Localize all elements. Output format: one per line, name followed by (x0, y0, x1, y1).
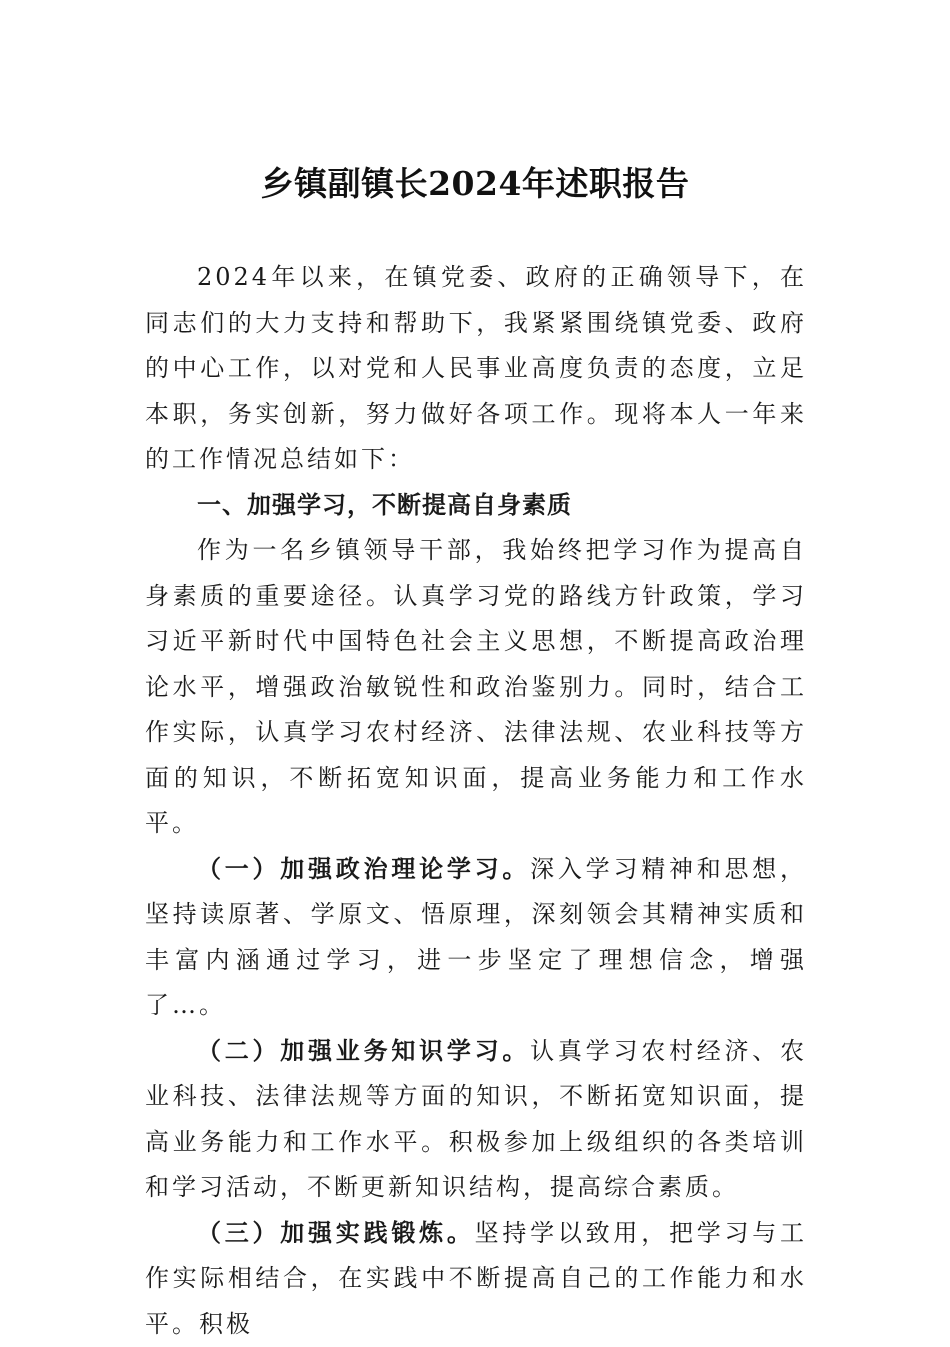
subsection-item-2 (145, 1029, 807, 1211)
subsection-lead: （三）加强实践锻炼。 (197, 1219, 475, 1247)
subsection-text: 坚持学以致用，把学习与工作实际相结合，在实践中不断提高自己的工作能力和水平。积极 (145, 1219, 807, 1338)
subsection-lead: （二）加强业务知识学习。 (197, 1037, 530, 1065)
document-body (145, 255, 807, 1347)
subsection-item-1 (145, 847, 807, 1029)
intro-paragraph: 2024年以来，在镇党委、政府的正确领导下，在同志们的大力支持和帮助下，我紧紧围绕镇党委、政府的中心工作，以对党和人民事业高度负责的态度，立足本职，务实创新，努力做好各项工作。现将本人一年来的工作情况总结如下： (145, 255, 807, 483)
subsection-item-3 (145, 1211, 807, 1347)
subsection-text: 认真学习农村经济、农业科技、法律法规等方面的知识，不断拓宽知识面，提高业务能力和工作水平。积极参加上级组织的各类培训和学习活动，不断更新知识结构，提高综合素质。 (145, 1037, 807, 1202)
document-title: 乡镇副镇长2024年述职报告 (0, 160, 950, 208)
section-paragraph: 作为一名乡镇领导干部，我始终把学习作为提高自身素质的重要途径。认真学习党的路线方针政策，学习习近平新时代中国特色社会主义思想，不断提高政治理论水平，增强政治敏锐性和政治鉴别力。同时，结合工作实际，认真学习农村经济、法律法规、农业科技等方面的知识，不断拓宽知识面，提高业务能力和工作水平。 (145, 528, 807, 847)
subsection-text: 深入学习精神和思想，坚持读原著、学原文、悟原理，深刻领会其精神实质和丰富内涵通过学习，进一步坚定了理想信念，增强了…。 (145, 855, 807, 1020)
section-heading: 一、加强学习，不断提高自身素质 (145, 483, 807, 529)
subsection-lead: （一）加强政治理论学习。 (197, 855, 530, 883)
